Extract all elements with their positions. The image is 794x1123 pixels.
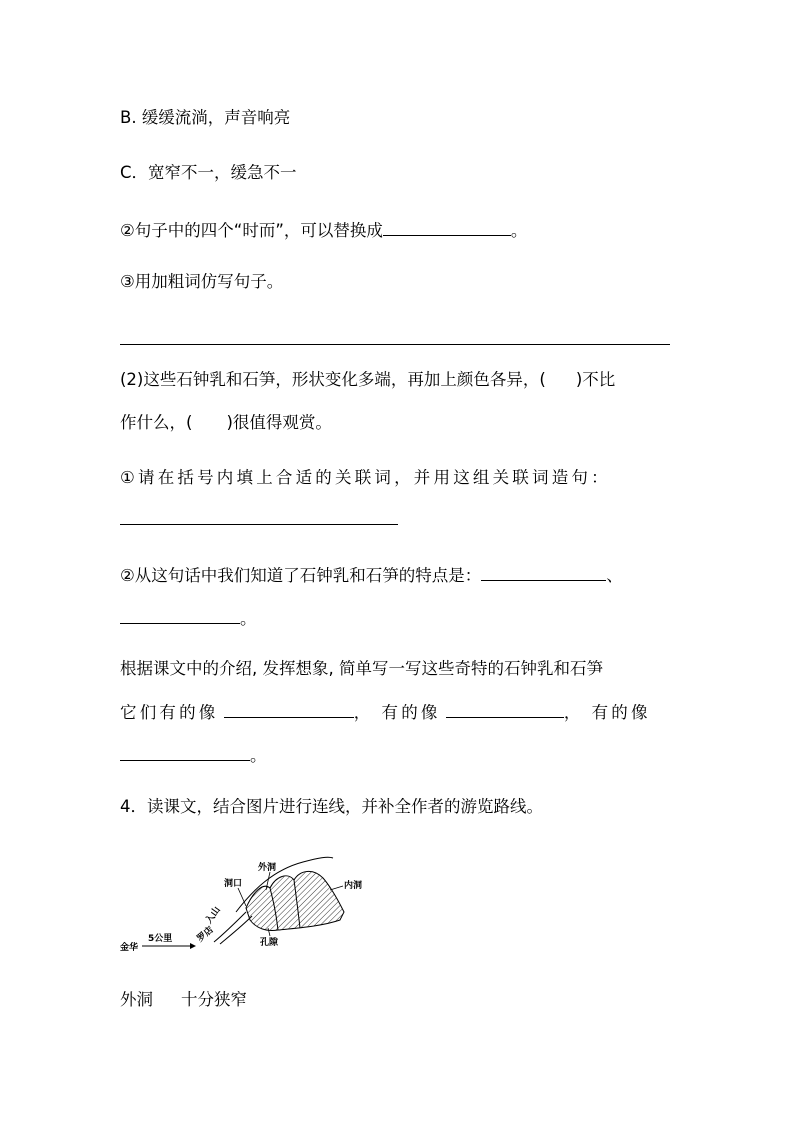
label-outer-cave: 外洞 <box>258 863 277 873</box>
separator: 、 <box>606 566 623 585</box>
cave-body <box>246 871 344 930</box>
imagine-line-2 <box>120 700 651 723</box>
imagine-end: 。 <box>250 746 267 765</box>
imagine-line-3 <box>120 743 267 766</box>
feature-blank-1[interactable] <box>481 563 606 581</box>
question-4: 4．读课文，结合图片进行连线，并补全作者的游览路线。 <box>120 797 543 816</box>
paragraph-2-text-a: (2)这些石钟乳和石笋，形状变化多端，再加上颜色各异，( <box>120 370 546 389</box>
paragraph-2-question-2-text: ②从这句话中我们知道了石钟乳和石笋的特点是： <box>120 566 482 585</box>
label-road: 罗店 <box>195 925 216 945</box>
comma-2: ， <box>563 703 581 722</box>
question-2-text: ②句子中的四个“时而”，可以替换成 <box>120 221 383 240</box>
label-gap: 孔隙 <box>260 938 279 948</box>
question-2-end: 。 <box>510 221 528 240</box>
label-jinhua: 金华 <box>120 943 139 953</box>
label-distance: 5公里 <box>148 934 173 944</box>
sentence-answer-line <box>120 507 398 530</box>
match-left-item[interactable]: 外洞 <box>120 990 153 1009</box>
question-3: ③用加粗词仿写句子。 <box>120 272 284 291</box>
sentence-answer-blank[interactable] <box>120 507 398 525</box>
imagine-blank-2[interactable] <box>446 700 564 718</box>
feature-line-2 <box>120 606 257 629</box>
paragraph-2-line-1 <box>120 370 615 390</box>
feature-blank-2[interactable] <box>120 606 240 624</box>
paragraph-2-text-b: )不比 <box>575 370 616 389</box>
answer-line-full[interactable] <box>120 344 670 345</box>
answer-blank[interactable] <box>383 218 511 236</box>
imagine-prefix: 它们有的像 <box>120 703 219 722</box>
paragraph-2-line-2 <box>120 413 332 433</box>
feature-end: 。 <box>240 609 257 628</box>
label-entrance: 洞口 <box>224 879 243 889</box>
imagine-blank-3[interactable] <box>120 743 250 761</box>
label-mountain: 入山 <box>204 905 223 926</box>
imagine-mid-2: 有的像 <box>591 703 651 722</box>
paragraph-2-text-d: )很值得观赏。 <box>226 413 332 432</box>
paragraph-2-question-1: ①请在括号内填上合适的关联词，并用这组关联词造句： <box>120 468 611 487</box>
paragraph-2-question-2 <box>120 563 623 586</box>
paragraph-2-text-c: 作什么，( <box>120 413 193 432</box>
imagine-blank-1[interactable] <box>224 700 354 718</box>
imagine-line-1: 根据课文中的介绍, 发挥想象, 简单写一写这些奇特的石钟乳和石笋 <box>120 659 603 678</box>
match-row <box>120 990 247 1010</box>
option-b: B. 缓缓流淌，声音响亮 <box>120 108 291 127</box>
option-c: C．宽窄不一，缓急不一 <box>120 163 297 182</box>
question-2 <box>120 218 527 241</box>
imagine-mid-1: 有的像 <box>381 703 441 722</box>
label-inner-cave: 内洞 <box>344 881 363 891</box>
comma-1: ， <box>353 703 371 722</box>
cave-route-map <box>118 850 398 960</box>
match-right-item[interactable]: 十分狭窄 <box>181 990 247 1009</box>
